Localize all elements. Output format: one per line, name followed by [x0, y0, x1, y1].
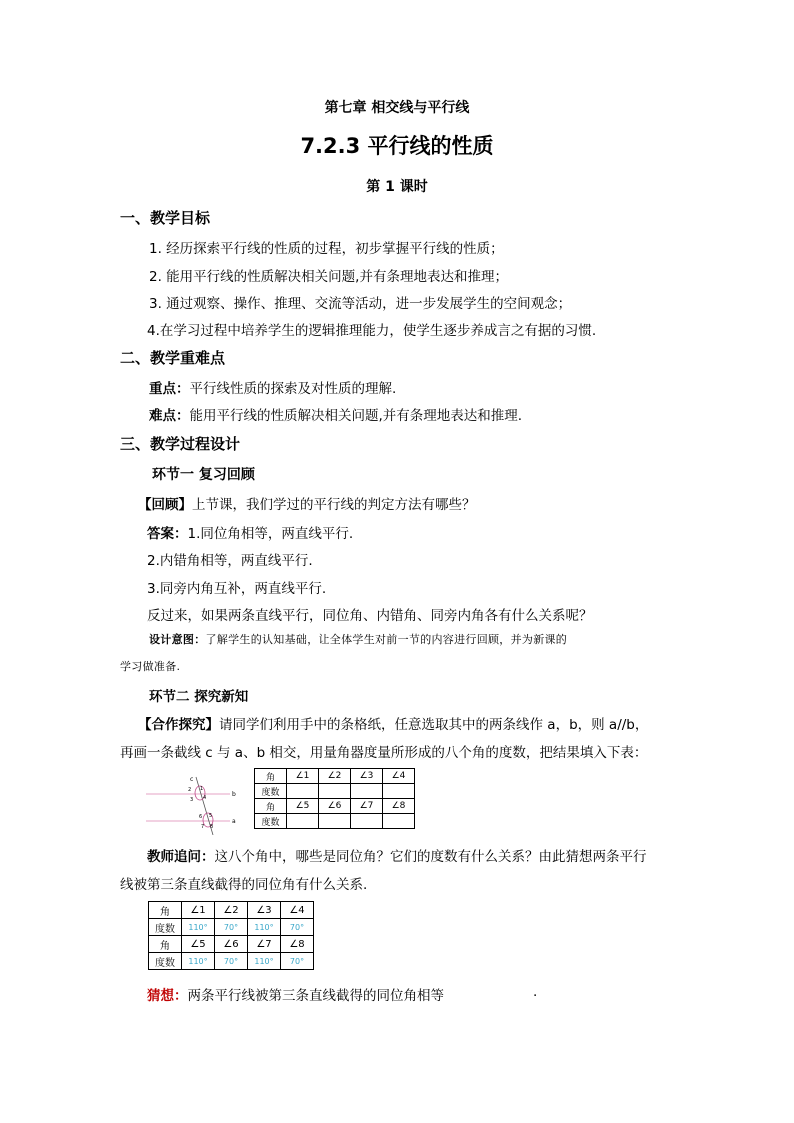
question-text: 反过来，如果两条直线平行，同位角、内错角、同旁内角各有什么关系呢？ [147, 608, 593, 624]
figure-label-b: b [232, 791, 236, 798]
table-cell-empty [287, 814, 319, 829]
table-cell-value: 110° [182, 919, 215, 936]
figure-label-4: 4 [203, 795, 207, 801]
teacher-question [147, 845, 647, 865]
design-intent-cont: 学习做准备. [120, 660, 181, 673]
figure-label-a: a [232, 818, 236, 825]
goal-item: 4.在学习过程中培养学生的逻辑推理能力，使学生逐步养成言之有据的习惯. [147, 323, 597, 339]
table-cell: 角 [255, 799, 287, 814]
table-row [255, 769, 415, 784]
table-cell: 角 [149, 902, 182, 919]
table-cell-value: 70° [281, 953, 314, 970]
difficulty-label: 难点： [149, 408, 190, 424]
table-cell: ∠2 [319, 769, 351, 784]
review-label: 【回顾】 [138, 497, 192, 513]
table-cell-empty [351, 814, 383, 829]
figure-label-3: 3 [190, 797, 194, 803]
table-cell: 角 [255, 769, 287, 784]
figure-label-1: 1 [200, 786, 204, 792]
review-text: 上节课，我们学过的平行线的判定方法有哪些？ [192, 497, 476, 513]
table-cell: ∠8 [281, 936, 314, 953]
coop-line [138, 713, 648, 733]
coop-text: 请同学们利用手中的条格纸，任意选取其中的两条线作 a，b，则 a//b， [219, 717, 649, 733]
table-row [255, 799, 415, 814]
table-cell: ∠4 [383, 769, 415, 784]
parallel-lines-figure [146, 773, 242, 835]
teacher-label: 教师追问： [147, 849, 215, 865]
figure-label-6: 6 [199, 814, 203, 820]
section-heading-process: 三、教学过程设计 [120, 435, 241, 453]
table-row [149, 919, 314, 936]
table-row [255, 784, 415, 799]
design-label: 设计意图： [149, 633, 206, 646]
section-heading-goals: 一、教学目标 [120, 209, 211, 227]
table-cell-empty [383, 784, 415, 799]
answer-label: 答案： [147, 526, 188, 542]
figure-label-5: 5 [209, 813, 213, 819]
table-cell: ∠1 [287, 769, 319, 784]
table-cell-empty [319, 814, 351, 829]
table-cell-value: 110° [248, 919, 281, 936]
table-cell-value: 70° [215, 919, 248, 936]
table-cell-empty [287, 784, 319, 799]
goal-item: 3. 通过观察、操作、推理、交流等活动，进一步发展学生的空间观念； [149, 296, 572, 312]
chapter-heading: 第七章 相交线与平行线 [324, 100, 470, 116]
answer-line: 2.内错角相等，两直线平行. [147, 553, 313, 569]
table-cell: ∠3 [351, 769, 383, 784]
table-cell-value: 70° [281, 919, 314, 936]
angle-table-blank [254, 768, 415, 829]
table-cell: ∠3 [248, 902, 281, 919]
teacher-question-cont: 线被第三条直线截得的同位角有什么关系. [120, 877, 368, 893]
table-row [255, 814, 415, 829]
table-cell: 度数 [149, 953, 182, 970]
difficulty-text: 能用平行线的性质解决相关问题,并有条理地表达和推理. [189, 408, 523, 424]
table-cell: ∠6 [319, 799, 351, 814]
table-cell-empty [383, 814, 415, 829]
answer-line [147, 522, 353, 542]
table-cell-empty [319, 784, 351, 799]
goal-item: 2. 能用平行线的性质解决相关问题,并有条理地表达和推理； [149, 269, 508, 285]
table-cell: ∠1 [182, 902, 215, 919]
table-cell: ∠7 [351, 799, 383, 814]
section-heading-keypoints: 二、教学重难点 [120, 349, 226, 367]
review-line [138, 493, 476, 513]
answer-line: 3.同旁内角互补，两直线平行. [147, 581, 327, 597]
table-row [149, 902, 314, 919]
conjecture-label: 猜想： [147, 988, 188, 1004]
table-row [149, 953, 314, 970]
design-text: 了解学生的认知基础，让全体学生对前一节的内容进行回顾，并为新课的 [205, 633, 568, 646]
key-label: 重点： [149, 381, 190, 397]
goal-item: 1. 经历探索平行线的性质的过程，初步掌握平行线的性质； [149, 241, 504, 257]
table-cell: ∠7 [248, 936, 281, 953]
step-heading: 环节一 复习回顾 [152, 467, 255, 483]
figure-label-8: 8 [210, 824, 214, 830]
table-cell: 度数 [149, 919, 182, 936]
table-cell: ∠4 [281, 902, 314, 919]
page-title: 7.2.3 平行线的性质 [300, 134, 494, 158]
conjecture-tail: . [533, 984, 538, 1000]
lesson-heading: 第 1 课时 [366, 179, 428, 195]
teacher-text: 这八个角中，哪些是同位角？它们的度数有什么关系？由此猜想两条平行 [214, 849, 647, 865]
table-row [149, 936, 314, 953]
key-point [149, 377, 396, 397]
difficulty-point [149, 404, 522, 424]
conjecture-text: 两条平行线被第三条直线截得的同位角相等 [187, 988, 444, 1004]
conjecture-line [147, 984, 444, 1004]
table-cell: ∠5 [287, 799, 319, 814]
table-cell-value: 70° [215, 953, 248, 970]
table-cell: 度数 [255, 814, 287, 829]
figure-label-2: 2 [188, 787, 192, 793]
coop-label: 【合作探究】 [138, 717, 219, 733]
table-cell: ∠2 [215, 902, 248, 919]
table-cell-value: 110° [248, 953, 281, 970]
figure-label-c: c [190, 776, 194, 783]
table-cell: ∠8 [383, 799, 415, 814]
table-cell: ∠6 [215, 936, 248, 953]
key-text: 平行线性质的探索及对性质的理解. [189, 381, 397, 397]
table-cell: 度数 [255, 784, 287, 799]
table-cell: 角 [149, 936, 182, 953]
table-cell: ∠5 [182, 936, 215, 953]
coop-line-cont: 再画一条截线 c 与 a、b 相交，用量角器度量所形成的八个角的度数，把结果填入下表： [120, 745, 648, 761]
design-intent [149, 631, 567, 647]
angle-table-filled [148, 901, 314, 970]
step-heading: 环节二 探究新知 [149, 689, 249, 705]
answer-text: 1.同位角相等，两直线平行. [187, 526, 354, 542]
table-cell-value: 110° [182, 953, 215, 970]
figure-label-7: 7 [201, 824, 205, 830]
table-cell-empty [351, 784, 383, 799]
